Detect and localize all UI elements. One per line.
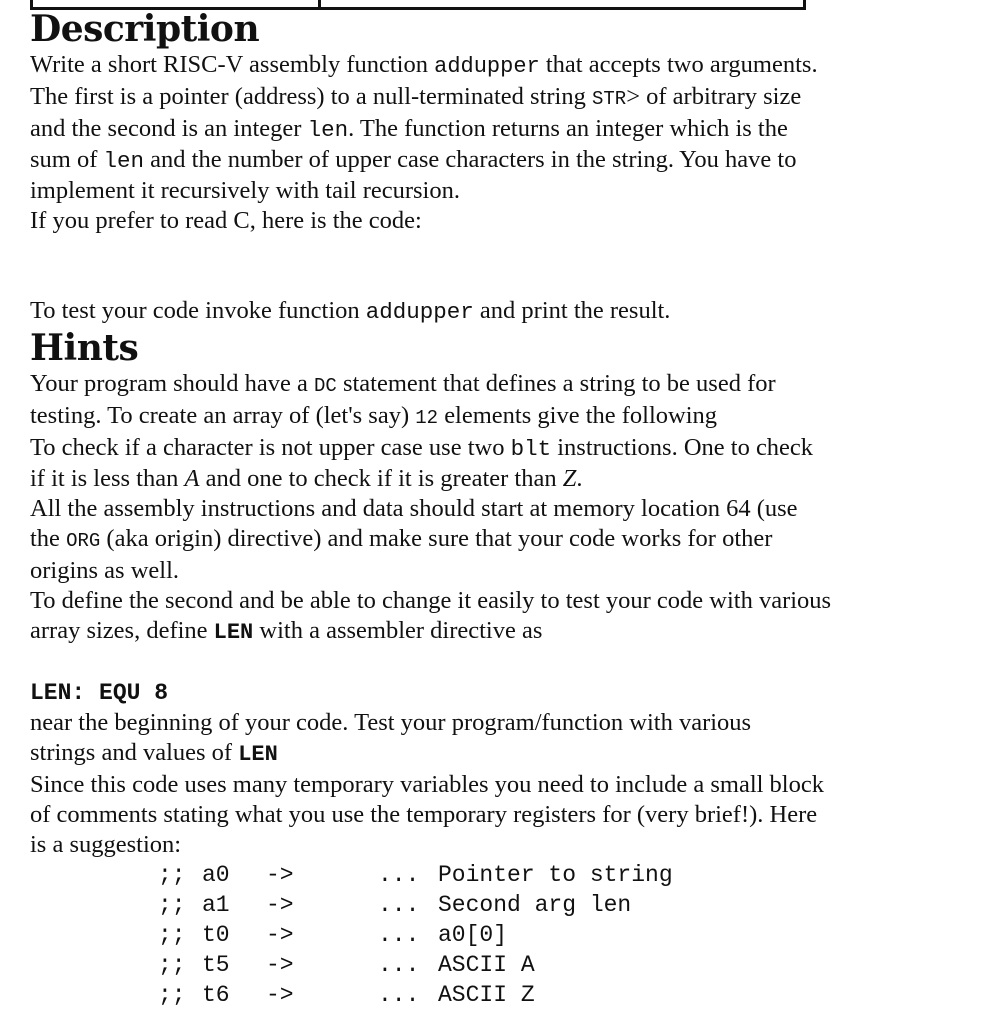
inline-code: LEN: [213, 620, 254, 645]
description-line-1: Write a short RISC-V assembly function addupper that accepts two arguments.: [30, 51, 818, 79]
inline-code: addupper: [365, 299, 474, 325]
description-line-4: sum of len and the number of upper case characters in the string. You have to: [30, 146, 797, 174]
inline-code: ORG: [66, 530, 101, 552]
hints-line-4: if it is less than A and one to check if it is greater than Z.: [30, 465, 583, 492]
register-comment-block: [158, 860, 975, 1010]
hints-line-9: array sizes, define LEN with a assembler directive as: [30, 617, 543, 645]
register-row: ;; t0 -> ... a0[0]: [158, 922, 508, 948]
register-row: ;; a1 -> ... Second arg len: [158, 892, 632, 918]
top-frame-divider: [318, 0, 321, 7]
hints-line-13: of comments stating what you use the temporary registers for (very brief!). Here: [30, 801, 818, 828]
inline-code: len: [307, 117, 349, 143]
description-line-2: The first is a pointer (address) to a null-terminated string STR> of arbitrary size: [30, 83, 802, 110]
hints-line-5: All the assembly instructions and data should start at memory location 64 (use: [30, 495, 798, 522]
inline-code: addupper: [434, 54, 540, 79]
inline-code: blt: [510, 436, 552, 462]
equ-directive-code: LEN: EQU 8: [30, 680, 169, 706]
empty-code-area: [30, 236, 975, 296]
hints-line-14: is a suggestion:: [30, 831, 182, 858]
hints-line-1: Your program should have a DC statement that defines a string to be used for: [30, 370, 776, 397]
hints-line-12: Since this code uses many temporary variables you need to include a small block: [30, 771, 824, 798]
content: [30, 8, 975, 1010]
hints-line-7: origins as well.: [30, 557, 180, 584]
description-line-6: If you prefer to read C, here is the code:: [30, 207, 422, 234]
inline-code: 12: [415, 407, 439, 429]
hints-line-11: strings and values of LEN: [30, 739, 278, 767]
hints-line-3: To check if a character is not upper case use two blt instructions. One to check: [30, 434, 814, 462]
register-row: ;; t5 -> ... ASCII A: [158, 952, 535, 978]
description-heading: Description: [30, 8, 260, 50]
hints-line-8: To define the second and be able to change it easily to test your code with various: [30, 587, 832, 614]
inline-code: LEN: [238, 742, 278, 767]
register-row: ;; a0 -> ... Pointer to string: [158, 862, 673, 888]
description-line-7: To test your code invoke function addupper and print the result.: [30, 297, 671, 325]
hints-line-6: the ORG (aka origin) directive) and make sure that your code works for other: [30, 525, 773, 552]
hints-line-10: near the beginning of your code. Test your program/function with various: [30, 709, 752, 736]
description-line-5: implement it recursively with tail recursion.: [30, 177, 460, 204]
description-line-3: and the second is an integer len. The function returns an integer which is the: [30, 115, 788, 143]
inline-code: DC: [314, 375, 337, 397]
hints-line-2: testing. To create an array of (let's say) 12 elements give the following: [30, 402, 718, 429]
hints-heading: Hints: [30, 327, 139, 369]
inline-code: len: [103, 148, 145, 174]
inline-code: STR: [591, 88, 627, 110]
register-row: ;; t6 -> ... ASCII Z: [158, 982, 535, 1008]
